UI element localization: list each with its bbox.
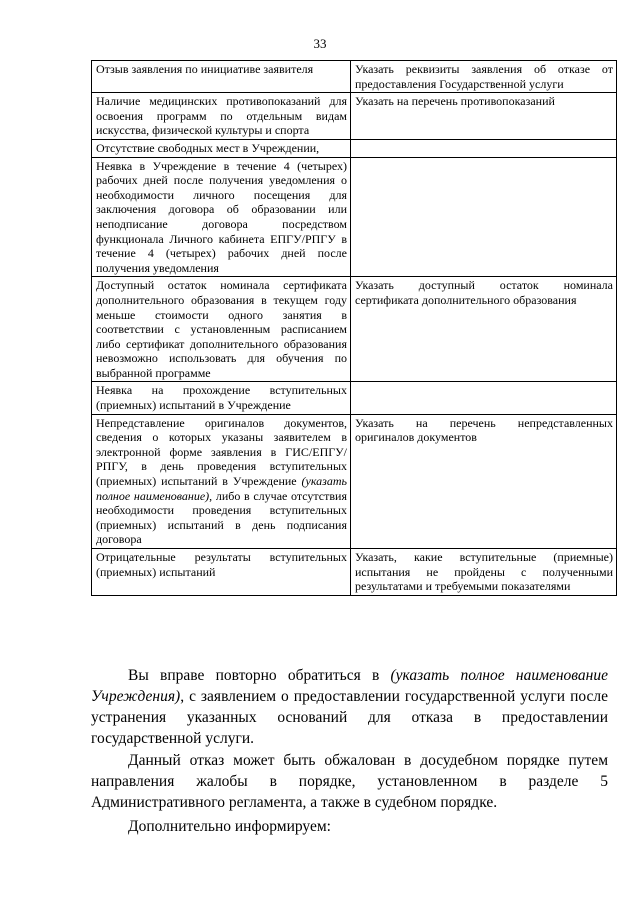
table-row <box>92 549 617 596</box>
placeholder-text: (указать полное наименование Учреждения) <box>91 667 608 705</box>
action-cell <box>351 139 617 157</box>
reason-text: Непредставление оригиналов документов, сведения о которых указаны заявителем в электронной форме заявления в ГИС/ЕПГУ/РПГУ, в день проведения вступительных (приемных) испытаний в Учреждение <box>96 415 347 489</box>
reapply-paragraph <box>91 665 608 749</box>
action-cell: Указать реквизиты заявления об отказе от предоставления Государственной услуги <box>351 61 617 93</box>
reason-cell: Отзыв заявления по инициативе заявителя <box>92 61 351 93</box>
reason-cell: Неявка на прохождение вступительных (приемных) испытаний в Учреждение <box>92 382 351 414</box>
reason-text: , либо в случае отсутствия необходимости проведения вступительных (приемных) испытаний в день подписания договора <box>96 488 347 547</box>
reason-cell: Неявка в Учреждение в течение 4 (четырех) рабочих дней после получения уведомления о необходимости личного посещения для заключения договора об образовании или неподписание договора посредством функционала Личного кабинета ЕПГУ/РПГУ в течение 4 (четырех) рабочих дней после получения уведомления <box>92 157 351 277</box>
action-cell: Указать на перечень непредставленных оригиналов документов <box>351 414 617 548</box>
reason-cell: Отсутствие свободных мест в Учреждении, <box>92 139 351 157</box>
table-row <box>92 414 617 548</box>
reason-placeholder-text: (указать полное наименование) <box>96 474 347 503</box>
reason-cell <box>92 414 351 548</box>
paragraph-text: Вы вправе повторно обратиться в <box>128 667 391 684</box>
action-cell <box>351 382 617 414</box>
reason-cell: Отрицательные результаты вступительных (приемных) испытаний <box>92 549 351 596</box>
appeal-paragraph: Данный отказ может быть обжалован в досудебном порядке путем направления жалобы в порядке, установленном в разделе 5 Административного регламента, а также в судебном порядке. <box>91 752 608 811</box>
table-row <box>92 139 617 157</box>
table-row <box>92 382 617 414</box>
table-row <box>92 93 617 140</box>
table-row <box>92 157 617 277</box>
page-number: 33 <box>313 36 327 51</box>
action-cell <box>351 157 617 277</box>
reason-cell: Доступный остаток номинала сертификата дополнительного образования в текущем году меньше стоимости одного занятия в соответствии с установленным расписанием либо сертификат дополнительного образования невозможно использовать для обучения по выбранной программе <box>92 277 351 382</box>
action-cell: Указать, какие вступительные (приемные) испытания не пройдены с полученными результатами и требуемыми показателями <box>351 549 617 596</box>
additional-info-paragraph: Дополнительно информируем: <box>128 818 331 835</box>
action-cell: Указать доступный остаток номинала сертификата дополнительного образования <box>351 277 617 382</box>
table-row <box>92 277 617 382</box>
reason-cell: Наличие медицинских противопоказаний для освоения программ по отдельным видам искусства, физической культуры и спорта <box>92 93 351 140</box>
paragraph-text: , с заявлением о предоставлении государственной услуги после устранения указанных оснований для отказа в предоставлении государственной услуги. <box>91 688 608 747</box>
refusal-reasons-table <box>91 60 617 596</box>
action-cell: Указать на перечень противопоказаний <box>351 93 617 140</box>
table-row <box>92 61 617 93</box>
